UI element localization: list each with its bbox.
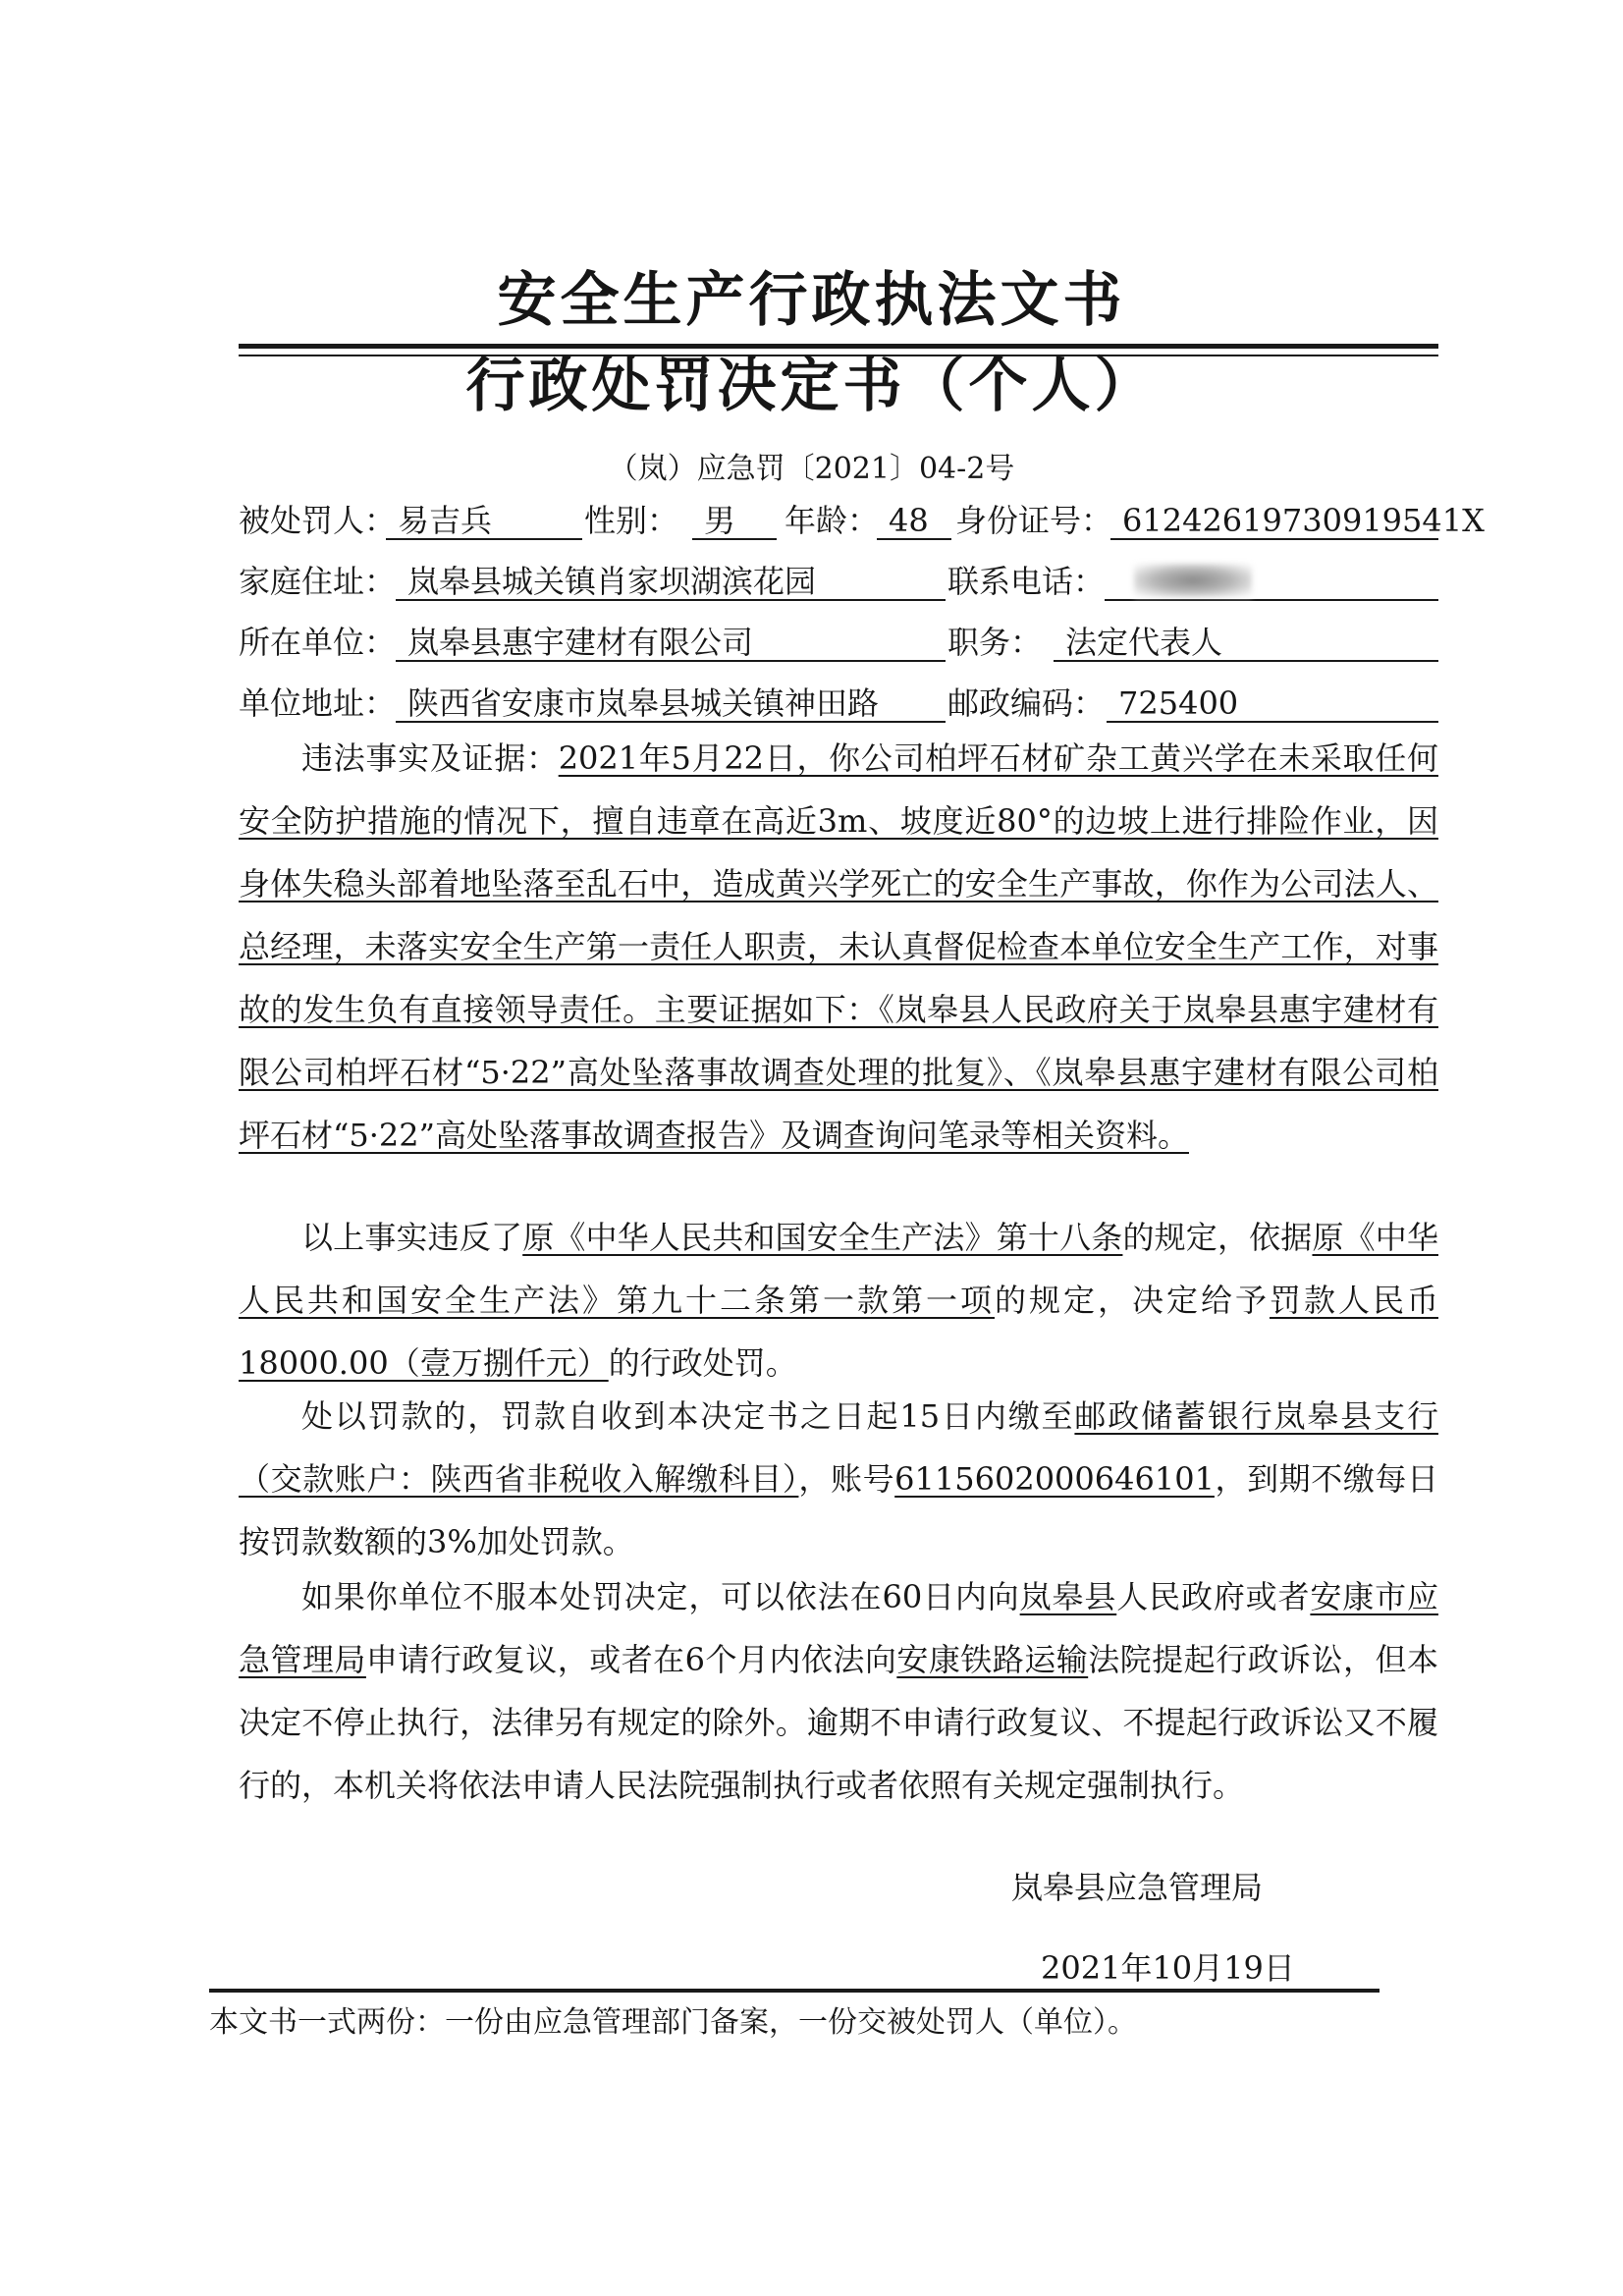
law-violated: 原《中华人民共和国安全生产法》第十八条 xyxy=(522,1219,1123,1256)
payment-text-3: ，到期不缴每日按罚款数额的3%加处罚款。 xyxy=(239,1460,1438,1560)
redaction-blur xyxy=(1134,564,1252,597)
name-label: 被处罚人： xyxy=(239,502,397,539)
address-value: 岚皋县城关镇肖家坝湖滨花园 xyxy=(396,560,946,601)
payment-bank: 邮政储蓄银行岚皋县支行（交款账户：陕西省非税收入解缴科目） xyxy=(239,1397,1438,1498)
field-row-unit xyxy=(239,621,1438,668)
postcode-value: 725400 xyxy=(1107,682,1438,723)
unit-label: 所在单位： xyxy=(239,624,397,661)
age-value: 48 xyxy=(877,499,951,540)
age-label: 年龄： xyxy=(784,502,880,539)
payment-text-2: ，账号 xyxy=(798,1460,895,1498)
appeal-text-3: 申请行政复议，或者在6个月内依法向 xyxy=(365,1641,897,1678)
unit-address-label: 单位地址： xyxy=(239,684,397,722)
footer-rule xyxy=(209,1989,1380,1993)
decision-text-4: 的行政处罚。 xyxy=(608,1344,797,1382)
phone-label: 联系电话： xyxy=(947,563,1106,600)
field-row-unit-address xyxy=(239,682,1438,729)
position-label: 职务： xyxy=(947,624,1043,661)
law-basis: 原《中华人民共和国安全生产法》第九十二条第一款第一项 xyxy=(239,1219,1438,1319)
unit-address-value: 陕西省安康市岚皋县城关镇神田路 xyxy=(396,682,946,723)
violation-label: 违法事实及证据： xyxy=(301,739,559,777)
decision-text-2: 的规定，依据 xyxy=(1122,1219,1313,1256)
field-row-address xyxy=(239,560,1438,607)
appeal-government: 岚皋县 xyxy=(1019,1578,1117,1615)
postcode-label: 邮政编码： xyxy=(947,684,1106,722)
document-number: （岚）应急罚〔2021〕04-2号 xyxy=(608,452,1015,486)
penalty-amount: 罚款人民币18000.00（壹万捌仟元） xyxy=(239,1282,1438,1382)
payment-paragraph xyxy=(239,1385,1438,1573)
issue-date: 2021年10月19日 xyxy=(1041,1949,1295,1987)
document-subtitle: 行政处罚决定书（个人） xyxy=(465,352,1158,420)
address-label: 家庭住址： xyxy=(239,563,397,600)
title-rule-thick xyxy=(239,344,1438,349)
gender-label: 性别： xyxy=(584,502,679,539)
appeal-court: 安康铁路运输 xyxy=(896,1641,1089,1678)
appeal-text-1: 如果你单位不服本处罚决定，可以依法在60日内向 xyxy=(301,1578,1020,1615)
appeal-bureau: 安康市应急管理局 xyxy=(239,1578,1438,1678)
unit-value: 岚皋县惠宇建材有限公司 xyxy=(396,621,946,662)
document-title: 安全生产行政执法文书 xyxy=(497,266,1126,335)
payment-text-1: 处以罚款的，罚款自收到本决定书之日起15日内缴至 xyxy=(301,1397,1075,1435)
appeal-text-4: 法院提起行政诉讼，但本决定不停止执行，法律另有规定的除外。逾期不申请行政复议、不提起行政诉讼又不履行的，本机关将依法申请人民法院强制执行或者依照有关规定强制执行。 xyxy=(239,1641,1438,1804)
decision-text-1: 以上事实违反了 xyxy=(301,1219,523,1256)
payment-account: 6115602000646101 xyxy=(894,1460,1215,1498)
gender-value: 男 xyxy=(692,499,777,540)
decision-text-3: 的规定，决定给予 xyxy=(994,1282,1270,1319)
field-row-personal xyxy=(239,499,1485,546)
violation-paragraph xyxy=(239,727,1438,1167)
id-label: 身份证号： xyxy=(955,502,1113,539)
issuing-organization: 岚皋县应急管理局 xyxy=(1011,1869,1264,1906)
violation-text: 2021年5月22日，你公司柏坪石材矿杂工黄兴学在未采取任何安全防护措施的情况下，擅自违章在高近3m、坡度近80°的边坡上进行排险作业，因身体失稳头部着地坠落至乱石中，造成黄兴学死亡的安全生产事故，你作为公司法人、总经理，未落实安全生产第一责任人职责，未认真督促检查本单位安全生产工作，对事故的发生负有直接领导责任。主要证据如下：《岚皋县人民政府关于岚皋县惠宇建材有限公司柏坪石材“5·22”高处坠落事故调查处理的批复》、《岚皋县惠宇建材有限公司柏坪石材“5·22”高处坠落事故调查报告》及调查询问笔录等相关资料。 xyxy=(239,739,1438,1154)
id-number-value: 61242619730919541X xyxy=(1110,499,1438,540)
appeal-paragraph xyxy=(239,1565,1438,1817)
appeal-text-2: 人民政府或者 xyxy=(1116,1578,1311,1615)
decision-paragraph xyxy=(239,1206,1438,1394)
name-value: 易吉兵 xyxy=(386,499,582,540)
phone-value-redacted xyxy=(1105,560,1438,601)
position-value: 法定代表人 xyxy=(1054,621,1438,662)
footer-note: 本文书一式两份：一份由应急管理部门备案，一份交被处罚人（单位）。 xyxy=(209,2005,1137,2040)
